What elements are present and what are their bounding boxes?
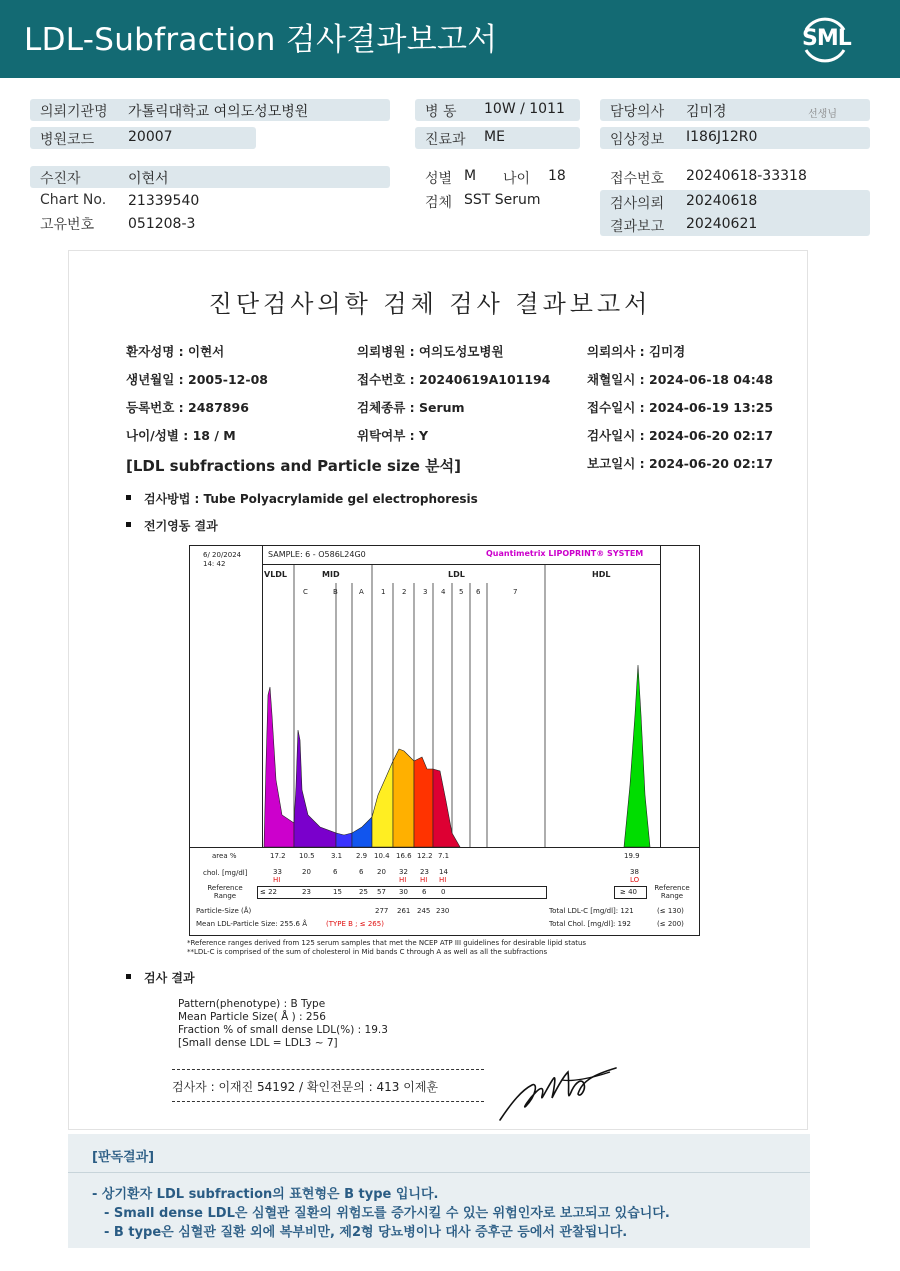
doctor-value: 김미경	[686, 104, 727, 120]
chol-vldl: 33	[273, 868, 282, 876]
peak-ldl3	[414, 757, 433, 847]
sign-rule-top	[172, 1069, 484, 1070]
receipt-value: 20240618-33318	[686, 168, 807, 184]
lp-time: 14: 42	[203, 560, 226, 568]
electrophoresis-chart	[190, 565, 660, 848]
chol-ldl4: 14	[439, 868, 448, 876]
band-5: 5	[459, 588, 464, 596]
peak-ldl1	[372, 761, 393, 847]
result-mean-size: Mean Particle Size( Å ) : 256	[178, 1011, 326, 1023]
request-value: 20240618	[686, 193, 758, 209]
uid-label: 고유번호	[40, 217, 95, 233]
footnote-2: **LDL-C is comprised of the sum of cholesterol in Mid bands C through A as well as all the subfractions	[187, 948, 548, 956]
band-3: 3	[423, 588, 428, 596]
group-mid: MID	[322, 570, 340, 579]
chart-value: 21339540	[128, 193, 200, 209]
hospital-label: 의뢰기관명	[40, 104, 108, 120]
bullet-result	[126, 974, 131, 979]
section-title: [LDL subfractions and Particle size 분석]	[126, 457, 462, 475]
ref-ldl2: 30	[399, 888, 408, 896]
field-birth: 생년월일 : 2005-12-08	[126, 372, 268, 387]
result-fraction: Fraction % of small dense LDL(%) : 19.3	[178, 1024, 388, 1036]
ref-vldl: ≤ 22	[260, 888, 277, 896]
peak-ldl2	[393, 749, 414, 847]
ref-ldl1: 57	[377, 888, 386, 896]
field-consign: 위탁여부 : Y	[357, 428, 429, 443]
ref-label: Reference Range	[207, 884, 243, 900]
result-label: 결과보고	[610, 219, 665, 235]
opinion-line-2: - Small dense LDL은 심혈관 질환의 위험도를 증가시킬 수 있는 위험인자로 보고되고 있습니다.	[104, 1206, 670, 1221]
chol-midb: 6	[333, 868, 338, 876]
total-ldl-ref: (≤ 130)	[657, 907, 684, 915]
ward-label: 병 동	[425, 104, 457, 120]
uid-value: 051208-3	[128, 216, 196, 232]
size-ldl1: 277	[375, 907, 389, 915]
peak-mid-b	[336, 833, 352, 847]
total-ldl: Total LDL-C [mg/dl]: 121	[549, 907, 634, 915]
field-specimen-type: 검체종류 : Serum	[357, 400, 465, 415]
clinic-label: 임상정보	[610, 132, 665, 148]
patient-bar	[30, 166, 390, 188]
specimen-value: SST Serum	[464, 192, 541, 208]
opinion-divider	[68, 1172, 810, 1173]
peak-ldl4	[433, 769, 460, 847]
area-ldl2: 16.6	[396, 852, 412, 860]
field-ref-hospital: 의뢰병원 : 여의도성모병원	[357, 344, 504, 359]
opinion-line-3: - B type은 심혈관 질환 외에 복부비만, 제2형 당뇨병이나 대사 증후군 등에서 관찰됩니다.	[104, 1225, 628, 1240]
code-label: 병원코드	[40, 132, 95, 148]
field-ref-doctor: 의뢰의사 : 김미경	[587, 344, 686, 359]
age-value: 18	[548, 168, 566, 184]
result-heading: 검사 결과	[144, 971, 195, 985]
request-label: 검사의뢰	[610, 196, 665, 212]
bullet-method	[126, 495, 131, 500]
area-ldl1: 10.4	[374, 852, 390, 860]
result-value: 20240621	[686, 216, 758, 232]
field-receipt-time: 접수일시 : 2024-06-19 13:25	[587, 400, 774, 415]
lp-sample: SAMPLE: 6 - O586L24G0	[268, 550, 366, 559]
hospital-value: 가톨릭대학교 여의도성모병원	[128, 104, 309, 120]
peak-layer	[264, 665, 650, 847]
flag-ldl4: HI	[439, 876, 447, 884]
peak-mid-a	[352, 817, 372, 847]
frame-line-right	[660, 545, 661, 847]
type-label: (TYPE B ; ≤ 265)	[326, 920, 384, 928]
flag-ldl2: HI	[399, 876, 407, 884]
doctor-suffix: 선생님	[808, 109, 837, 120]
ref-mida: 25	[359, 888, 368, 896]
chol-label: chol. [mg/dl]	[203, 869, 248, 877]
bullet-electro	[126, 522, 131, 527]
group-hdl: HDL	[592, 570, 611, 579]
logo-text: SML	[802, 26, 851, 51]
area-ldl3: 12.2	[417, 852, 433, 860]
chol-midc: 20	[302, 868, 311, 876]
lp-date: 6/ 20/2024	[203, 551, 242, 559]
electro-heading: 전기영동 결과	[144, 519, 218, 533]
area-hdl: 19.9	[624, 852, 640, 860]
area-ldl4: 7.1	[438, 852, 450, 860]
band-a: A	[359, 588, 364, 596]
specimen-label: 검체	[425, 195, 453, 211]
dept-label: 진료과	[425, 132, 466, 148]
ref-hdl: ≥ 40	[620, 888, 637, 896]
chol-mida: 6	[359, 868, 364, 876]
opinion-heading: [판독결과]	[92, 1150, 155, 1165]
band-7: 7	[513, 588, 518, 596]
patient-label: 수진자	[40, 171, 81, 187]
band-b: B	[333, 588, 338, 596]
page-title: LDL-Subfraction 검사결과보고서	[24, 22, 498, 58]
method-line: 검사방법 : Tube Polyacrylamide gel electrophoresis	[144, 492, 478, 506]
result-pattern: Pattern(phenotype) : B Type	[178, 998, 326, 1010]
patient-value: 이현서	[128, 171, 169, 187]
mean-size: Mean LDL-Particle Size: 255.6 Å	[196, 920, 307, 928]
chol-ldl2: 32	[399, 868, 408, 876]
total-chol: Total Chol. [mg/dl]: 192	[549, 920, 631, 928]
ref-ldl3: 6	[422, 888, 427, 896]
area-label: area %	[212, 852, 237, 860]
field-age-sex: 나이/성별 : 18 / M	[126, 428, 236, 443]
sex-label: 성별	[425, 171, 453, 187]
doctor-label: 담당의사	[610, 104, 665, 120]
area-vldl: 17.2	[270, 852, 286, 860]
ref-ldl4: 0	[441, 888, 446, 896]
signature-image	[492, 1060, 622, 1126]
field-receipt: 접수번호 : 20240619A101194	[357, 372, 551, 387]
field-reg-no: 등록번호 : 2487896	[126, 400, 249, 415]
area-midb: 3.1	[331, 852, 343, 860]
signature-line: 검사자 : 이재진 54192 / 확인전문의 : 413 이제훈	[172, 1080, 439, 1094]
footnote-1: *Reference ranges derived from 125 serum samples that met the NCEP ATP III guidelines for desirable lipid status	[187, 939, 587, 947]
ref-midb: 15	[333, 888, 342, 896]
total-chol-ref: (≤ 200)	[657, 920, 684, 928]
chol-hdl: 38	[630, 868, 639, 876]
size-ldl3: 245	[417, 907, 431, 915]
band-4: 4	[441, 588, 446, 596]
ref-label-right: Reference Range	[654, 884, 690, 900]
chol-ldl1: 20	[377, 868, 386, 876]
receipt-label: 접수번호	[610, 171, 665, 187]
ward-value: 10W / 1011	[484, 101, 565, 117]
peak-hdl	[624, 665, 650, 847]
band-2: 2	[402, 588, 407, 596]
size-label: Particle-Size (Å)	[196, 907, 252, 915]
sex-value: M	[464, 168, 477, 184]
chart-label: Chart No.	[40, 192, 107, 208]
flag-vldl: HI	[273, 876, 281, 884]
area-midc: 10.5	[299, 852, 315, 860]
band-c: C	[303, 588, 308, 596]
size-ldl4: 230	[436, 907, 450, 915]
group-ldl: LDL	[448, 570, 465, 579]
age-label: 나이	[503, 171, 531, 187]
chol-ldl3: 23	[420, 868, 429, 876]
clinic-value: I186J12R0	[686, 129, 758, 145]
group-vldl: VLDL	[264, 570, 288, 579]
flag-hdl: LO	[630, 876, 640, 884]
report-title: 진단검사의학 검체 검사 결과보고서	[208, 290, 652, 318]
code-value: 20007	[128, 129, 173, 145]
sign-rule-bottom	[172, 1101, 484, 1102]
flag-ldl3: HI	[420, 876, 428, 884]
band-6: 6	[476, 588, 481, 596]
peak-vldl	[264, 687, 294, 847]
dept-value: ME	[484, 129, 505, 145]
field-patient-name: 환자성명 : 이현서	[126, 344, 225, 359]
band-1: 1	[381, 588, 386, 596]
sml-logo	[800, 12, 850, 66]
area-mida: 2.9	[356, 852, 368, 860]
field-test-time: 검사일시 : 2024-06-20 02:17	[587, 428, 774, 443]
result-definition: [Small dense LDL = LDL3 ~ 7]	[178, 1037, 338, 1049]
opinion-line-1: - 상기환자 LDL subfraction의 표현형은 B type 입니다.	[92, 1187, 439, 1202]
size-ldl2: 261	[397, 907, 411, 915]
lp-brand: Quantimetrix LIPOPRINT® SYSTEM	[486, 549, 644, 558]
field-report-time: 보고일시 : 2024-06-20 02:17	[587, 456, 774, 471]
ref-midc: 23	[302, 888, 311, 896]
field-draw-time: 채혈일시 : 2024-06-18 04:48	[587, 372, 774, 387]
peak-mid-c	[294, 730, 336, 847]
